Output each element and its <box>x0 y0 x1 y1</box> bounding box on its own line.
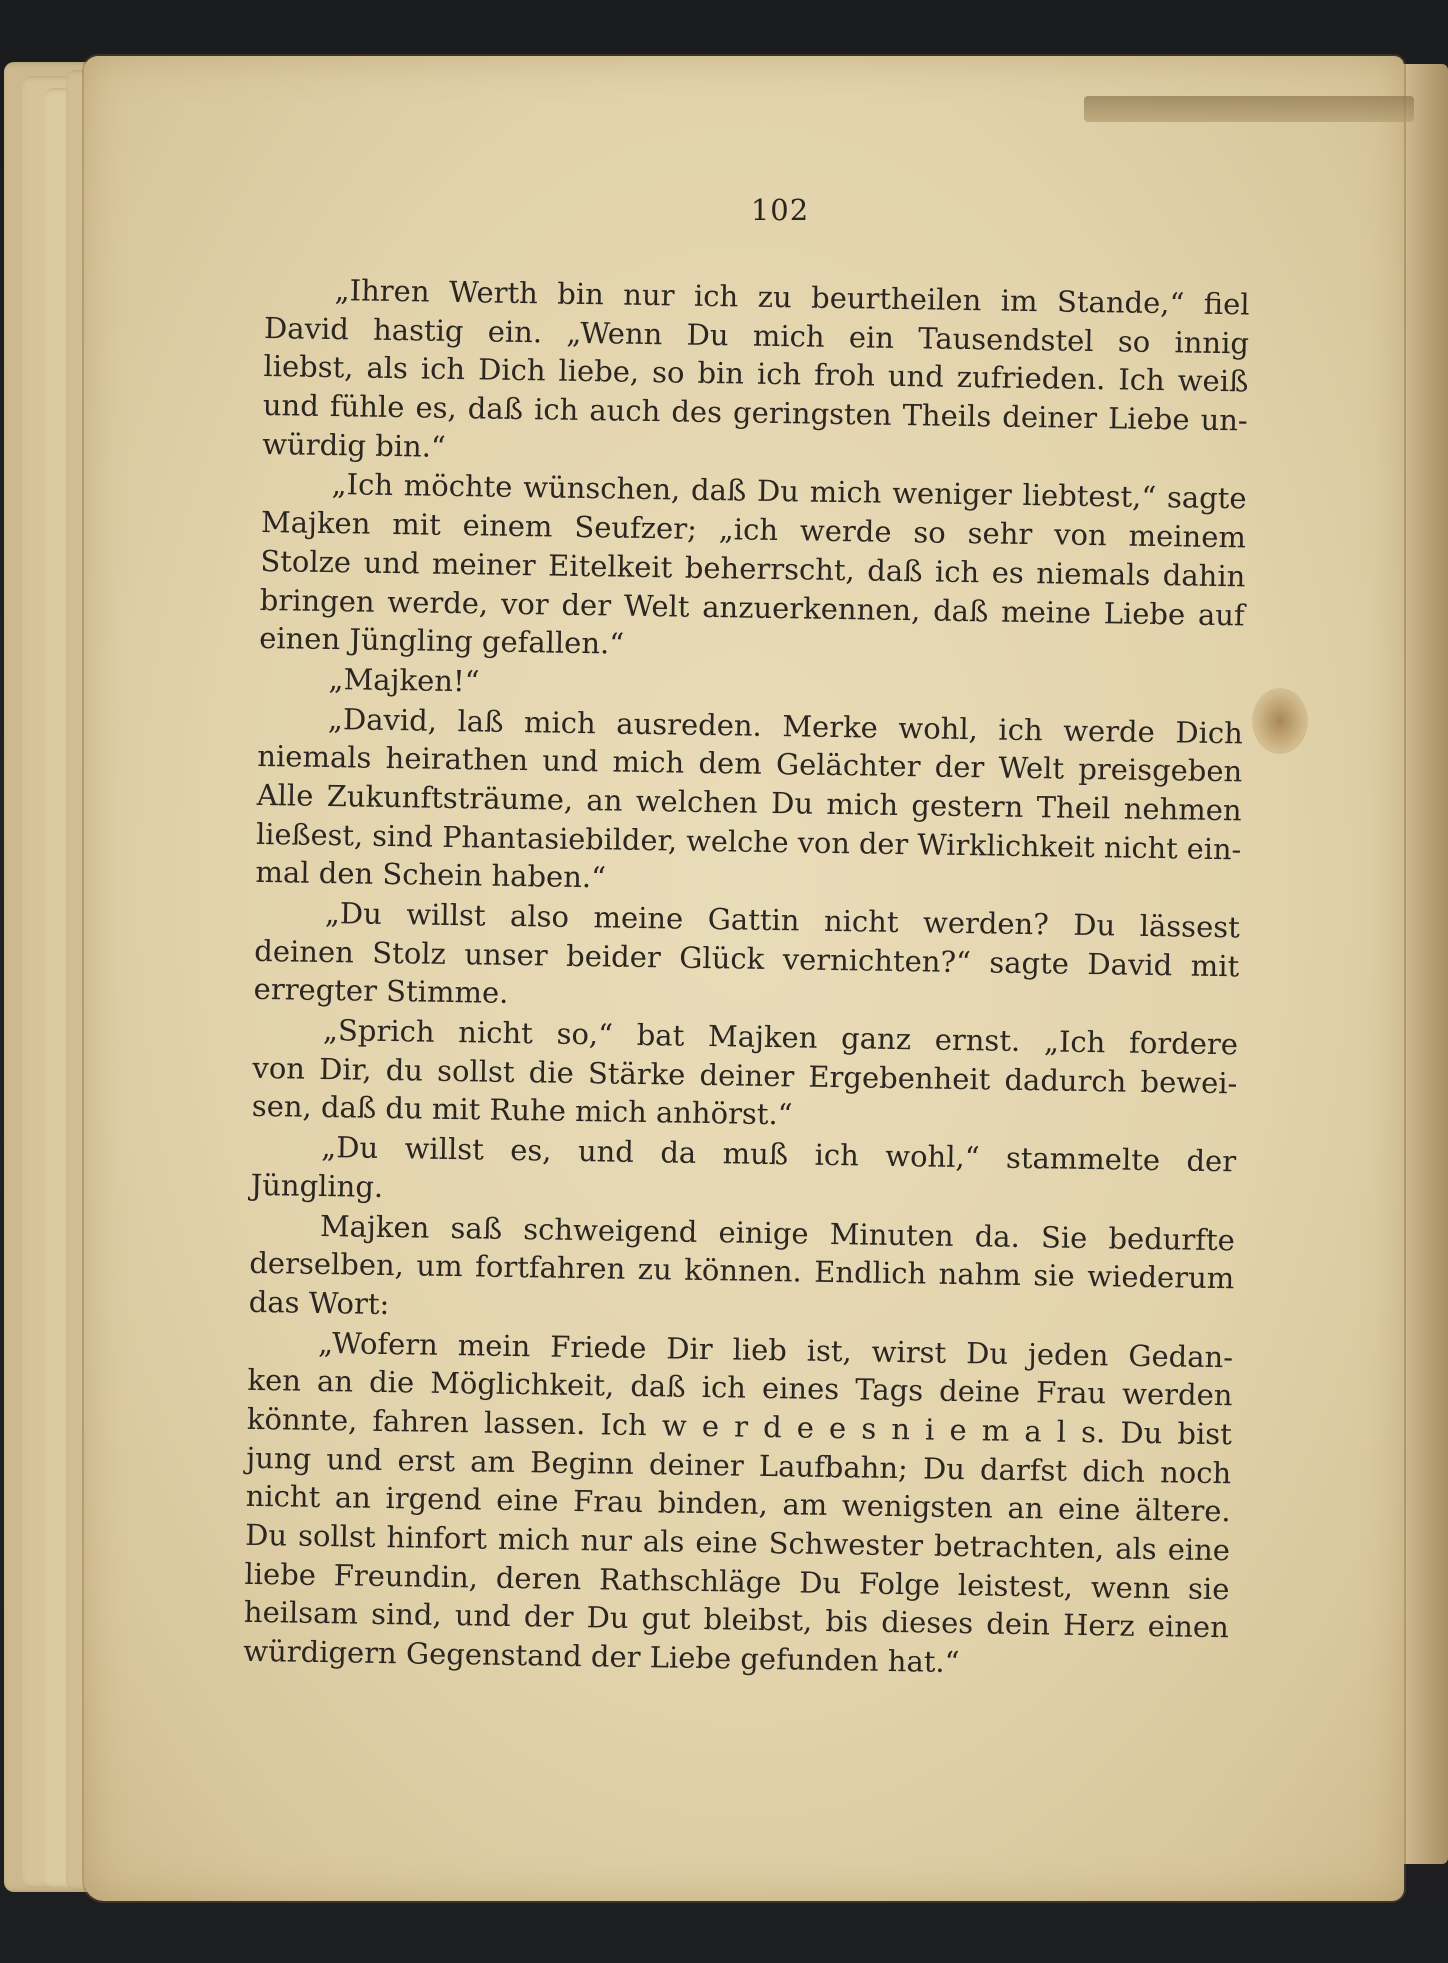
paragraph <box>259 464 1247 673</box>
text-line: erregter Stimme. <box>253 972 509 1011</box>
paragraph <box>253 893 1240 1025</box>
text-line: liebe Freundin, deren Rathschläge Du Folge leistest, wenn sie <box>244 1556 1230 1606</box>
text-line: das Wort: <box>248 1284 390 1321</box>
text-line: Majken saß schweigend einige Minuten da. Sie bedurfte <box>319 1208 1236 1257</box>
text-line: „David, laß mich ausreden. Merke wohl, ich werde Dich <box>327 701 1244 750</box>
page-number: 102 <box>750 193 810 227</box>
text-line: niemals heirathen und mich dem Gelächter der Welt preisgeben <box>257 739 1243 789</box>
text-line: „Sprich nicht so,“ bat Majken ganz ernst. „Ich fordere <box>322 1013 1239 1062</box>
text-line: „Ich möchte wünschen, daß Du mich weniger liebtest,“ sagte <box>331 467 1247 516</box>
text-line: Alle Zukunftsträume, an welchen Du mich gestern Theil nehmen <box>256 777 1242 828</box>
text-line: „Majken!“ <box>328 661 480 699</box>
text-line: „Ihren Werth bin nur ich zu beurtheilen im Stande,“ fiel <box>334 273 1250 322</box>
paragraph <box>243 1322 1233 1686</box>
text-line: Jüngling. <box>250 1167 384 1204</box>
text-line: heilsam sind, und der Du gut bleibst, bis dieses dein Herz einen <box>243 1595 1230 1645</box>
text-line: Majken mit einem Seufzer; „ich werde so sehr von meinem <box>260 505 1247 555</box>
text-line: würdigern Gegenstand der Liebe gefunden hat.“ <box>243 1633 960 1680</box>
paper-stain <box>1252 688 1308 754</box>
text-line: einen Jüngling gefallen.“ <box>258 621 625 661</box>
paragraph <box>262 270 1250 479</box>
text-line: könnte, fahren lassen. Ich w e r d e e s n i e m a l s. Du bist <box>246 1401 1233 1452</box>
text-line: „Wofern mein Friede Dir lieb ist, wirst Du jeden Gedan- <box>317 1325 1234 1374</box>
text-line: von Dir, du sollst die Stärke deiner Ergebenheit dadurch bewei- <box>252 1050 1238 1101</box>
text-line: Stolze und meiner Eitelkeit beherrscht, daß ich es niemals dahin <box>260 543 1246 594</box>
text-line: und fühle es, daß ich auch des geringsten Theils deiner Liebe un- <box>262 388 1249 438</box>
text-line: „Du willst also meine Gattin nicht werden? Du lässest <box>324 896 1241 945</box>
text-line: „Du willst es, und da muß ich wohl,“ stammelte der <box>320 1130 1237 1179</box>
text-line: jung und erst am Beginn deiner Laufbahn; Du darfst dich noch <box>246 1440 1232 1490</box>
text-line: ließest, sind Phantasiebilder, welche von der Wirklichkeit nicht ein- <box>255 816 1242 867</box>
text-line: Du sollst hinfort mich nur als eine Schwester betrachten, als eine <box>244 1517 1231 1568</box>
paragraph <box>248 1205 1235 1337</box>
text-line: derselben, um fortfahren zu können. Endlich nahm sie wiederum <box>249 1246 1235 1296</box>
text-line: sen, daß du mit Ruhe mich anhörst.“ <box>251 1089 793 1132</box>
paragraph <box>252 1010 1239 1142</box>
text-line: mal den Schein haben.“ <box>255 855 607 895</box>
text-line: nicht an irgend eine Frau binden, am wenigsten an eine ältere. <box>245 1479 1231 1529</box>
paragraph <box>250 1127 1236 1220</box>
paragraph <box>255 699 1243 908</box>
page-tear <box>1084 96 1414 122</box>
text-line: bringen werde, vor der Welt anzuerkennen, daß meine Liebe auf <box>259 582 1245 632</box>
text-line: würdig bin.“ <box>262 426 447 464</box>
text-line: David hastig ein. „Wenn Du mich ein Tausendstel so innig <box>263 310 1250 361</box>
body-text <box>243 270 1250 1687</box>
text-line: liebst, als ich Dich liebe, so bin ich froh und zufrieden. Ich weiß <box>263 349 1249 399</box>
text-line: deinen Stolz unser beider Glück vernichten?“ sagte David mit <box>254 933 1240 984</box>
text-line: ken an die Möglichkeit, daß ich eines Tags deine Frau werden <box>247 1363 1233 1413</box>
